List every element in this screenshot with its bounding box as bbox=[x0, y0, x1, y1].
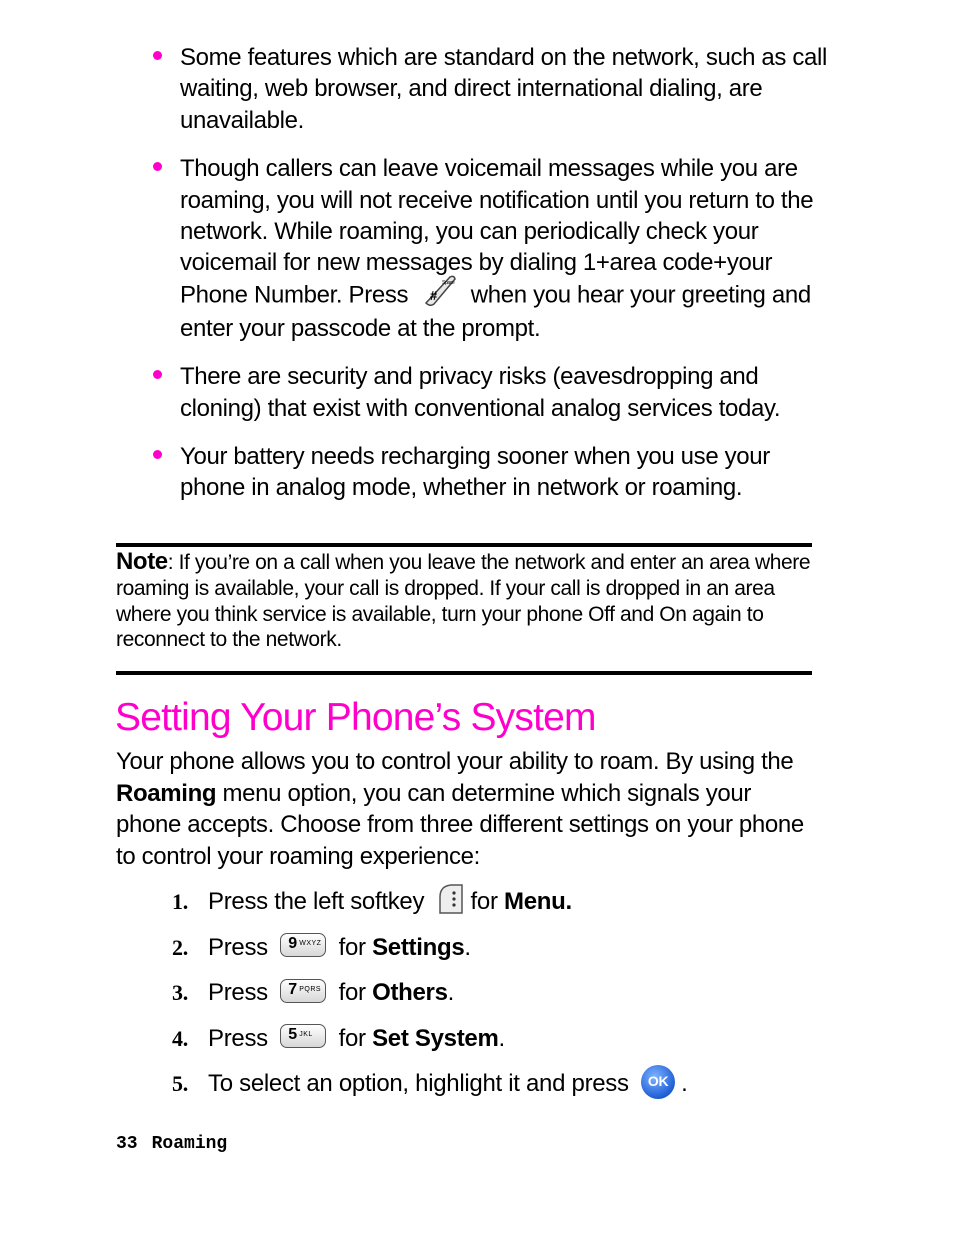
bullet-text: Some features which are standard on the network, such as call waiting, web browser, and direct international dialing, are unavailable. bbox=[180, 44, 828, 134]
step-text: for bbox=[338, 933, 373, 961]
intro-paragraph bbox=[116, 746, 816, 872]
svg-text:Space: Space bbox=[442, 279, 455, 286]
intro-text: menu option, you can determine which signals your phone accepts. Choose from three different settings on your phone to control your roaming experience: bbox=[116, 779, 804, 870]
note-top-rule bbox=[116, 543, 812, 547]
step-text: . bbox=[447, 979, 455, 1006]
bullet-item bbox=[150, 42, 830, 136]
step-item bbox=[172, 1066, 792, 1112]
step-body bbox=[208, 1021, 505, 1057]
bullet-item bbox=[150, 441, 830, 504]
bullet-dot-icon bbox=[153, 51, 162, 60]
key-digit: 9 bbox=[288, 935, 297, 953]
note-text-block bbox=[116, 549, 812, 653]
bullet-text: Though callers can leave voicemail messages while you are roaming, you will not receive notification until you return to the network. While roaming, you can periodically check your voicemail for new messages by dialing 1+area code+your Phone Number. Press bbox=[180, 155, 814, 309]
note-bottom-rule bbox=[116, 671, 812, 675]
step-text: Press bbox=[208, 933, 268, 961]
bullet-dot-icon bbox=[153, 370, 162, 379]
bullet-item bbox=[150, 153, 830, 344]
note-text: : If you’re on a call when you leave the network and enter an area where roaming is available, your call is dropped. If your call is dropped in an area where you think service is available, turn your phone Off and On again to reconnect to the network. bbox=[116, 551, 811, 652]
step-menu-term: Others bbox=[372, 979, 448, 1006]
step-menu-term: Settings bbox=[372, 933, 465, 961]
bullet-item bbox=[150, 361, 830, 424]
step-text: To select an option, highlight it and press bbox=[208, 1070, 629, 1097]
step-text: Press bbox=[208, 1024, 268, 1052]
step-text: Press bbox=[208, 979, 268, 1006]
ok-key-label: OK bbox=[647, 1072, 669, 1089]
step-item bbox=[172, 1021, 792, 1067]
step-text: for bbox=[470, 888, 505, 915]
pound-key-icon bbox=[420, 273, 458, 307]
step-number: 4. bbox=[172, 1025, 188, 1051]
intro-text: Your phone allows you to control your ability to roam. By using the bbox=[116, 748, 794, 775]
note-box bbox=[116, 543, 812, 675]
step-item bbox=[172, 975, 792, 1021]
bullet-text: when you hear your greeting and enter your passcode at the prompt. bbox=[180, 281, 811, 342]
section-heading: Setting Your Phone’s System bbox=[115, 696, 596, 739]
step-text: for bbox=[338, 979, 373, 1006]
step-number: 2. bbox=[172, 934, 188, 960]
step-text: Press the left softkey bbox=[208, 888, 425, 915]
step-number: 3. bbox=[172, 980, 188, 1005]
bullet-text: There are security and privacy risks (eavesdropping and cloning) that exist with conventional analog services today. bbox=[180, 363, 781, 422]
key-letters: JKL bbox=[299, 1031, 313, 1039]
step-menu-term: Set System bbox=[372, 1024, 499, 1052]
step-menu-term: Menu. bbox=[504, 888, 572, 915]
step-number: 5. bbox=[172, 1071, 188, 1096]
key-letters: PQRS bbox=[299, 985, 322, 993]
svg-text:#: # bbox=[430, 287, 438, 303]
step-text: . bbox=[498, 1024, 505, 1052]
step-text: . bbox=[681, 1070, 688, 1097]
step-list bbox=[172, 884, 792, 1112]
step-body bbox=[208, 930, 471, 966]
footer-section-name: Roaming bbox=[151, 1134, 228, 1154]
bullet-dot-icon bbox=[153, 450, 162, 459]
key-letters: WXYZ bbox=[299, 940, 322, 948]
step-body bbox=[208, 884, 572, 920]
key-digit: 5 bbox=[288, 1026, 297, 1044]
step-text: for bbox=[338, 1024, 373, 1052]
intro-bold-term: Roaming bbox=[116, 779, 217, 807]
page-number: 33 bbox=[116, 1134, 138, 1154]
step-body bbox=[208, 975, 454, 1011]
key-7-icon bbox=[280, 979, 326, 1003]
key-9-icon bbox=[280, 933, 326, 957]
step-number: 1. bbox=[172, 889, 188, 914]
step-item bbox=[172, 884, 792, 930]
left-softkey-icon bbox=[437, 883, 465, 915]
bullet-text: Your battery needs recharging sooner when you use your phone in analog mode, whether in network or roaming. bbox=[180, 443, 770, 502]
ok-key-icon bbox=[641, 1065, 675, 1099]
bullet-list bbox=[150, 42, 830, 521]
step-body bbox=[208, 1066, 687, 1102]
bullet-dot-icon bbox=[153, 162, 162, 171]
step-item bbox=[172, 930, 792, 976]
step-text: . bbox=[464, 933, 471, 961]
page-footer bbox=[116, 1133, 227, 1155]
note-label: Note bbox=[116, 548, 168, 575]
key-5-icon bbox=[280, 1024, 326, 1048]
key-digit: 7 bbox=[288, 980, 297, 998]
